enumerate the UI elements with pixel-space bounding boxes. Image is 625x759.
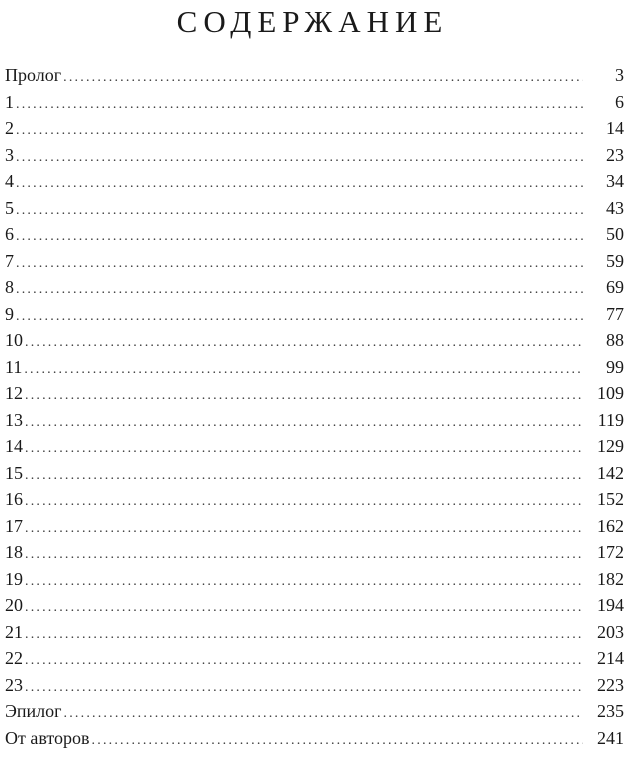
toc-entry-label: 11 — [5, 356, 23, 377]
toc-entry[interactable] — [5, 407, 624, 434]
toc-page-number: 43 — [606, 197, 624, 218]
toc-page-number: 99 — [606, 356, 624, 377]
dot-leader — [64, 701, 583, 728]
toc-entry-label: 4 — [5, 171, 14, 191]
dot-leader — [25, 595, 583, 622]
toc-page-number: 3 — [615, 65, 624, 85]
toc-page-number: 182 — [597, 568, 624, 589]
toc-entry[interactable] — [5, 195, 624, 222]
toc-page-number: 223 — [597, 674, 624, 695]
toc-entry-label: 18 — [5, 542, 23, 562]
dot-leader — [25, 410, 583, 437]
toc-entry[interactable] — [5, 645, 624, 672]
dot-leader — [16, 251, 583, 278]
toc-page-number: 241 — [597, 727, 624, 748]
dot-leader — [16, 171, 583, 198]
toc-entry-label: 16 — [5, 489, 23, 509]
dot-leader — [25, 436, 583, 463]
dot-leader — [25, 383, 583, 410]
toc-entry-label: 3 — [5, 144, 14, 165]
toc-page-number: 23 — [606, 144, 624, 165]
toc-entry[interactable] — [5, 327, 624, 354]
toc-entry-label: Пролог — [5, 65, 62, 85]
page-title: СОДЕРЖАНИЕ — [176, 4, 449, 39]
dot-leader — [25, 569, 583, 596]
toc-entry-label: 9 — [5, 303, 14, 324]
toc-page-number: 152 — [597, 489, 624, 509]
toc-page-number: 50 — [606, 224, 624, 244]
toc-entry-label: 19 — [5, 568, 23, 589]
toc-entry-label: 20 — [5, 595, 23, 615]
toc-entry[interactable] — [5, 62, 624, 89]
toc-entry[interactable] — [5, 354, 624, 381]
dot-leader — [92, 728, 583, 755]
toc-entry-label: От авторов — [5, 727, 90, 748]
toc-entry[interactable] — [5, 380, 624, 407]
toc-entry-label: 2 — [5, 118, 14, 138]
toc-page-number: 172 — [597, 542, 624, 562]
toc-page-number: 194 — [597, 595, 624, 615]
toc-entry[interactable] — [5, 248, 624, 275]
dot-leader — [16, 277, 583, 304]
toc-entry-label: 6 — [5, 224, 14, 244]
toc-entry[interactable] — [5, 115, 624, 142]
toc-page-number: 88 — [606, 330, 624, 350]
dot-leader — [16, 118, 583, 145]
toc-page-number: 162 — [597, 515, 624, 536]
toc-page-number: 214 — [597, 648, 624, 668]
toc-page-number: 142 — [597, 462, 624, 483]
toc-entry-label: 15 — [5, 462, 23, 483]
toc-entry-label: 7 — [5, 250, 14, 271]
dot-leader — [16, 198, 583, 225]
toc-entry[interactable] — [5, 221, 624, 248]
toc-entry[interactable] — [5, 619, 624, 646]
dot-leader — [25, 648, 583, 675]
toc-entry-label: 5 — [5, 197, 14, 218]
toc-entry-label: 23 — [5, 674, 23, 695]
dot-leader — [24, 357, 583, 384]
dot-leader — [25, 622, 583, 649]
toc-page-number: 119 — [597, 409, 624, 430]
toc-entry[interactable] — [5, 539, 624, 566]
toc-entry-label: Эпилог — [5, 701, 62, 721]
dot-leader — [25, 489, 583, 516]
dot-leader — [16, 145, 583, 172]
toc-entry[interactable] — [5, 486, 624, 513]
toc-entry[interactable] — [5, 89, 624, 116]
toc-entry-label: 8 — [5, 277, 14, 297]
toc-page-number: 34 — [606, 171, 624, 191]
toc-entry-label: 13 — [5, 409, 23, 430]
toc-page-number: 77 — [606, 303, 624, 324]
toc-entry[interactable] — [5, 725, 624, 752]
toc-page-number: 203 — [597, 621, 624, 642]
toc-page-number: 69 — [606, 277, 624, 297]
toc-entry[interactable] — [5, 274, 624, 301]
dot-leader — [16, 224, 583, 251]
table-of-contents — [5, 62, 624, 751]
toc-entry-label: 22 — [5, 648, 23, 668]
toc-page-number: 14 — [606, 118, 624, 138]
toc-page-number: 59 — [606, 250, 624, 271]
toc-entry[interactable] — [5, 566, 624, 593]
toc-entry[interactable] — [5, 460, 624, 487]
toc-entry[interactable] — [5, 672, 624, 699]
toc-page-number: 6 — [615, 91, 624, 112]
dot-leader — [25, 542, 583, 569]
toc-entry-label: 14 — [5, 436, 23, 456]
dot-leader — [63, 65, 583, 92]
toc-entry-label: 21 — [5, 621, 23, 642]
dot-leader — [16, 92, 583, 119]
toc-page-number: 129 — [597, 436, 624, 456]
toc-entry[interactable] — [5, 433, 624, 460]
toc-entry[interactable] — [5, 698, 624, 725]
dot-leader — [25, 675, 583, 702]
toc-entry[interactable] — [5, 513, 624, 540]
dot-leader — [25, 516, 583, 543]
toc-entry[interactable] — [5, 142, 624, 169]
dot-leader — [25, 330, 583, 357]
toc-entry[interactable] — [5, 301, 624, 328]
toc-entry[interactable] — [5, 168, 624, 195]
toc-page-number: 235 — [597, 701, 624, 721]
toc-page-number: 109 — [597, 383, 624, 403]
toc-entry[interactable] — [5, 592, 624, 619]
toc-entry-label: 17 — [5, 515, 23, 536]
toc-entry-label: 10 — [5, 330, 23, 350]
dot-leader — [16, 304, 583, 331]
toc-entry-label: 12 — [5, 383, 23, 403]
toc-entry-label: 1 — [5, 91, 14, 112]
dot-leader — [25, 463, 583, 490]
